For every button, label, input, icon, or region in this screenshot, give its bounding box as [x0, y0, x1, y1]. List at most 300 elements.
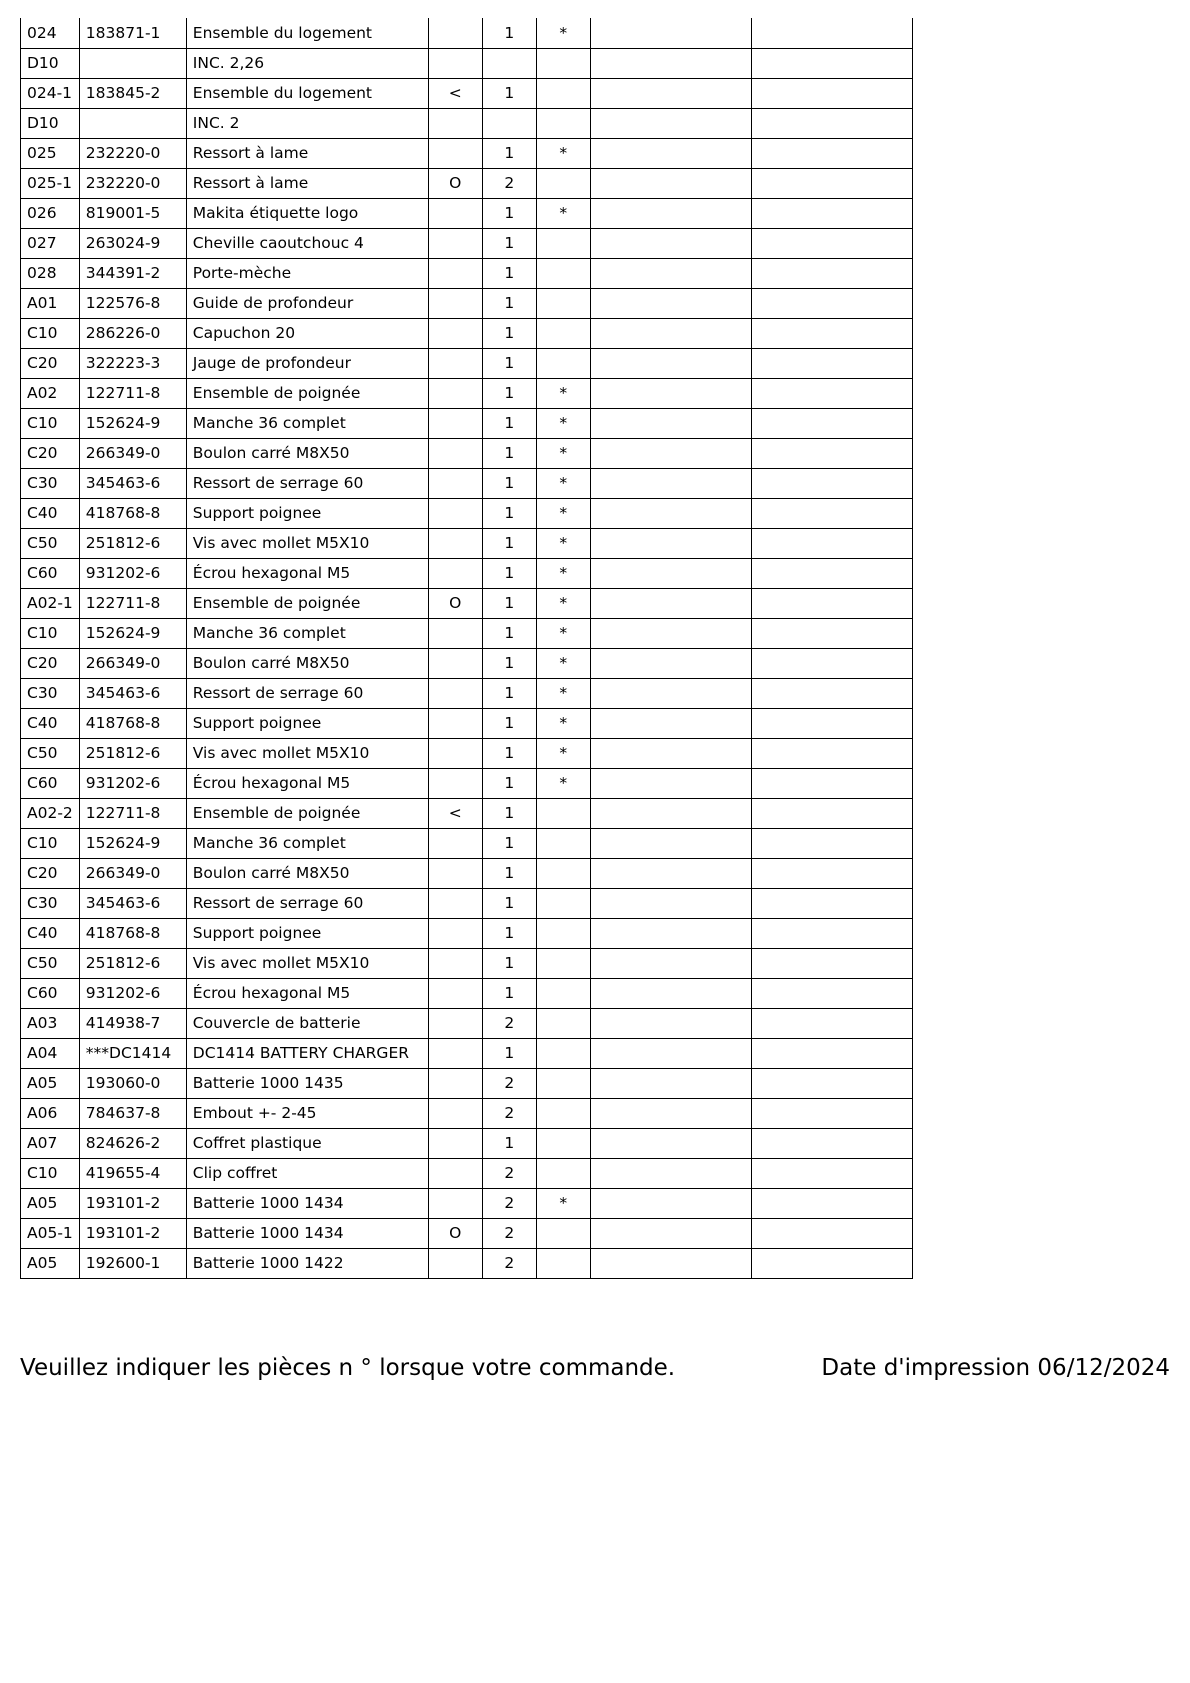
cell-quantity: 1	[482, 258, 536, 288]
cell-description: Ensemble du logement	[186, 78, 428, 108]
cell-quantity: 1	[482, 1128, 536, 1158]
cell-description: Embout +- 2-45	[186, 1098, 428, 1128]
cell-note-symbol	[428, 408, 482, 438]
cell-quantity: 2	[482, 1098, 536, 1128]
cell-marker	[536, 1158, 590, 1188]
cell-description: DC1414 BATTERY CHARGER	[186, 1038, 428, 1068]
cell-blank-a	[590, 408, 751, 438]
cell-marker: *	[536, 708, 590, 738]
table-row	[21, 468, 913, 498]
cell-blank-b	[751, 768, 912, 798]
cell-blank-a	[590, 1188, 751, 1218]
cell-blank-b	[751, 558, 912, 588]
cell-note-symbol	[428, 678, 482, 708]
cell-part-no: 232220-0	[79, 138, 186, 168]
cell-part-no: 193101-2	[79, 1188, 186, 1218]
cell-blank-b	[751, 888, 912, 918]
cell-description: Vis avec mollet M5X10	[186, 528, 428, 558]
cell-description: Porte-mèche	[186, 258, 428, 288]
cell-marker	[536, 258, 590, 288]
table-row	[21, 1008, 913, 1038]
cell-description: INC. 2,26	[186, 48, 428, 78]
cell-note-symbol: O	[428, 168, 482, 198]
cell-quantity: 1	[482, 378, 536, 408]
cell-description: Boulon carré M8X50	[186, 648, 428, 678]
cell-blank-b	[751, 468, 912, 498]
cell-quantity: 1	[482, 138, 536, 168]
cell-description: Boulon carré M8X50	[186, 858, 428, 888]
cell-ref-no: C20	[21, 858, 80, 888]
cell-part-no: 152624-9	[79, 408, 186, 438]
cell-blank-a	[590, 138, 751, 168]
table-row	[21, 768, 913, 798]
cell-note-symbol	[428, 528, 482, 558]
table-row	[21, 1188, 913, 1218]
cell-part-no: 193101-2	[79, 1218, 186, 1248]
table-row	[21, 1248, 913, 1278]
cell-part-no: 344391-2	[79, 258, 186, 288]
table-row	[21, 798, 913, 828]
table-row	[21, 528, 913, 558]
table-row	[21, 978, 913, 1008]
cell-note-symbol: <	[428, 798, 482, 828]
cell-marker: *	[536, 138, 590, 168]
cell-blank-a	[590, 558, 751, 588]
cell-description: Cheville caoutchouc 4	[186, 228, 428, 258]
cell-quantity: 1	[482, 978, 536, 1008]
cell-description: Ensemble du logement	[186, 18, 428, 48]
table-row	[21, 888, 913, 918]
cell-marker	[536, 48, 590, 78]
cell-blank-b	[751, 198, 912, 228]
cell-blank-a	[590, 108, 751, 138]
cell-part-no: 345463-6	[79, 468, 186, 498]
cell-part-no: 122576-8	[79, 288, 186, 318]
cell-part-no: 263024-9	[79, 228, 186, 258]
cell-description: Boulon carré M8X50	[186, 438, 428, 468]
cell-quantity: 1	[482, 798, 536, 828]
cell-blank-a	[590, 858, 751, 888]
table-row	[21, 168, 913, 198]
cell-marker: *	[536, 768, 590, 798]
cell-note-symbol	[428, 828, 482, 858]
cell-blank-b	[751, 798, 912, 828]
cell-note-symbol: O	[428, 1218, 482, 1248]
cell-note-symbol	[428, 1158, 482, 1188]
cell-note-symbol	[428, 948, 482, 978]
cell-part-no: 418768-8	[79, 708, 186, 738]
cell-blank-b	[751, 1248, 912, 1278]
cell-part-no: 819001-5	[79, 198, 186, 228]
cell-part-no: 824626-2	[79, 1128, 186, 1158]
table-row	[21, 438, 913, 468]
cell-blank-b	[751, 978, 912, 1008]
table-row	[21, 648, 913, 678]
cell-blank-b	[751, 108, 912, 138]
cell-quantity: 1	[482, 408, 536, 438]
cell-description: Écrou hexagonal M5	[186, 768, 428, 798]
cell-marker: *	[536, 498, 590, 528]
cell-blank-a	[590, 888, 751, 918]
cell-quantity: 1	[482, 858, 536, 888]
cell-blank-a	[590, 528, 751, 558]
cell-blank-a	[590, 1038, 751, 1068]
cell-marker	[536, 1248, 590, 1278]
cell-blank-b	[751, 348, 912, 378]
cell-ref-no: A05	[21, 1248, 80, 1278]
cell-description: Vis avec mollet M5X10	[186, 738, 428, 768]
table-row	[21, 198, 913, 228]
cell-quantity: 1	[482, 348, 536, 378]
cell-note-symbol	[428, 918, 482, 948]
cell-blank-a	[590, 1158, 751, 1188]
cell-blank-b	[751, 378, 912, 408]
cell-marker: *	[536, 678, 590, 708]
cell-blank-b	[751, 258, 912, 288]
cell-blank-b	[751, 1218, 912, 1248]
cell-blank-b	[751, 1098, 912, 1128]
cell-marker: *	[536, 528, 590, 558]
cell-marker	[536, 78, 590, 108]
cell-quantity: 2	[482, 1218, 536, 1248]
cell-ref-no: C10	[21, 408, 80, 438]
cell-ref-no: C20	[21, 438, 80, 468]
cell-blank-a	[590, 678, 751, 708]
cell-blank-a	[590, 1218, 751, 1248]
cell-quantity: 1	[482, 498, 536, 528]
cell-note-symbol	[428, 1248, 482, 1278]
table-row	[21, 408, 913, 438]
cell-part-no	[79, 108, 186, 138]
cell-ref-no: 025-1	[21, 168, 80, 198]
cell-quantity: 1	[482, 18, 536, 48]
cell-ref-no: 024-1	[21, 78, 80, 108]
cell-ref-no: A05-1	[21, 1218, 80, 1248]
cell-quantity: 2	[482, 1068, 536, 1098]
cell-description: Ressort de serrage 60	[186, 888, 428, 918]
cell-note-symbol	[428, 1008, 482, 1038]
cell-ref-no: C10	[21, 828, 80, 858]
cell-part-no: 931202-6	[79, 558, 186, 588]
cell-part-no: 152624-9	[79, 618, 186, 648]
cell-note-symbol	[428, 1068, 482, 1098]
cell-blank-b	[751, 678, 912, 708]
cell-ref-no: A02-2	[21, 798, 80, 828]
cell-description: Support poignee	[186, 708, 428, 738]
cell-marker: *	[536, 588, 590, 618]
cell-blank-b	[751, 228, 912, 258]
cell-description: Makita étiquette logo	[186, 198, 428, 228]
cell-quantity: 1	[482, 318, 536, 348]
cell-quantity: 2	[482, 1158, 536, 1188]
cell-quantity: 1	[482, 288, 536, 318]
cell-blank-b	[751, 288, 912, 318]
cell-marker	[536, 348, 590, 378]
cell-quantity: 1	[482, 768, 536, 798]
cell-blank-a	[590, 48, 751, 78]
cell-ref-no: C40	[21, 498, 80, 528]
cell-blank-a	[590, 18, 751, 48]
cell-description: Ressort de serrage 60	[186, 678, 428, 708]
cell-description: Écrou hexagonal M5	[186, 558, 428, 588]
cell-blank-b	[751, 648, 912, 678]
cell-quantity: 1	[482, 468, 536, 498]
cell-description: Ressort à lame	[186, 168, 428, 198]
cell-ref-no: A01	[21, 288, 80, 318]
cell-marker	[536, 228, 590, 258]
cell-blank-a	[590, 1098, 751, 1128]
cell-blank-b	[751, 1068, 912, 1098]
table-row	[21, 348, 913, 378]
cell-blank-b	[751, 708, 912, 738]
table-row	[21, 708, 913, 738]
table-row	[21, 108, 913, 138]
cell-description: Vis avec mollet M5X10	[186, 948, 428, 978]
cell-marker	[536, 318, 590, 348]
cell-part-no: 266349-0	[79, 438, 186, 468]
cell-note-symbol	[428, 498, 482, 528]
cell-blank-b	[751, 858, 912, 888]
cell-ref-no: C30	[21, 468, 80, 498]
cell-blank-a	[590, 318, 751, 348]
table-row	[21, 18, 913, 48]
cell-note-symbol	[428, 738, 482, 768]
cell-blank-a	[590, 438, 751, 468]
cell-blank-b	[751, 78, 912, 108]
cell-part-no: 931202-6	[79, 978, 186, 1008]
cell-description: Écrou hexagonal M5	[186, 978, 428, 1008]
cell-ref-no: C20	[21, 348, 80, 378]
cell-ref-no: C60	[21, 978, 80, 1008]
cell-blank-b	[751, 408, 912, 438]
cell-blank-a	[590, 1128, 751, 1158]
cell-quantity: 1	[482, 618, 536, 648]
cell-blank-a	[590, 738, 751, 768]
cell-marker: *	[536, 618, 590, 648]
cell-quantity: 1	[482, 228, 536, 258]
cell-ref-no: A02-1	[21, 588, 80, 618]
cell-blank-b	[751, 438, 912, 468]
cell-ref-no: C30	[21, 888, 80, 918]
cell-part-no: 266349-0	[79, 858, 186, 888]
cell-blank-b	[751, 138, 912, 168]
cell-blank-a	[590, 918, 751, 948]
cell-ref-no: A04	[21, 1038, 80, 1068]
cell-note-symbol	[428, 138, 482, 168]
cell-marker: *	[536, 648, 590, 678]
cell-blank-b	[751, 1158, 912, 1188]
cell-part-no: ***DC1414	[79, 1038, 186, 1068]
cell-marker: *	[536, 1188, 590, 1218]
cell-blank-b	[751, 18, 912, 48]
cell-marker: *	[536, 468, 590, 498]
cell-part-no: 183871-1	[79, 18, 186, 48]
cell-note-symbol	[428, 708, 482, 738]
cell-ref-no: C10	[21, 1158, 80, 1188]
cell-description: Guide de profondeur	[186, 288, 428, 318]
table-row	[21, 498, 913, 528]
cell-blank-a	[590, 618, 751, 648]
cell-marker	[536, 858, 590, 888]
cell-quantity: 1	[482, 528, 536, 558]
cell-part-no: 251812-6	[79, 948, 186, 978]
cell-note-symbol	[428, 558, 482, 588]
cell-note-symbol	[428, 228, 482, 258]
cell-marker	[536, 288, 590, 318]
cell-ref-no: A06	[21, 1098, 80, 1128]
cell-blank-b	[751, 318, 912, 348]
cell-quantity: 1	[482, 558, 536, 588]
cell-marker: *	[536, 18, 590, 48]
cell-marker: *	[536, 408, 590, 438]
cell-note-symbol	[428, 768, 482, 798]
cell-description: Batterie 1000 1422	[186, 1248, 428, 1278]
cell-ref-no: 025	[21, 138, 80, 168]
cell-marker	[536, 1098, 590, 1128]
cell-ref-no: 024	[21, 18, 80, 48]
cell-note-symbol: O	[428, 588, 482, 618]
table-row	[21, 1098, 913, 1128]
cell-marker	[536, 1128, 590, 1158]
table-row	[21, 618, 913, 648]
cell-blank-b	[751, 48, 912, 78]
cell-blank-a	[590, 228, 751, 258]
cell-quantity: 1	[482, 888, 536, 918]
cell-marker: *	[536, 738, 590, 768]
cell-description: Coffret plastique	[186, 1128, 428, 1158]
cell-note-symbol	[428, 348, 482, 378]
cell-description: Capuchon 20	[186, 318, 428, 348]
table-row	[21, 78, 913, 108]
cell-description: Couvercle de batterie	[186, 1008, 428, 1038]
cell-blank-a	[590, 198, 751, 228]
cell-marker	[536, 798, 590, 828]
cell-description: INC. 2	[186, 108, 428, 138]
cell-note-symbol	[428, 288, 482, 318]
cell-note-symbol	[428, 618, 482, 648]
table-row	[21, 288, 913, 318]
cell-ref-no: A02	[21, 378, 80, 408]
cell-part-no: 122711-8	[79, 798, 186, 828]
cell-note-symbol	[428, 1188, 482, 1218]
cell-ref-no: C50	[21, 948, 80, 978]
cell-note-symbol	[428, 318, 482, 348]
cell-description: Batterie 1000 1435	[186, 1068, 428, 1098]
cell-description: Manche 36 complet	[186, 618, 428, 648]
cell-blank-b	[751, 168, 912, 198]
cell-ref-no: A07	[21, 1128, 80, 1158]
cell-note-symbol	[428, 1128, 482, 1158]
cell-marker	[536, 1038, 590, 1068]
table-row	[21, 378, 913, 408]
cell-note-symbol: <	[428, 78, 482, 108]
cell-description: Ressort à lame	[186, 138, 428, 168]
table-row	[21, 588, 913, 618]
cell-blank-a	[590, 168, 751, 198]
cell-description: Clip coffret	[186, 1158, 428, 1188]
cell-note-symbol	[428, 378, 482, 408]
cell-blank-a	[590, 1248, 751, 1278]
cell-note-symbol	[428, 468, 482, 498]
table-row	[21, 1038, 913, 1068]
cell-ref-no: A05	[21, 1068, 80, 1098]
cell-part-no: 192600-1	[79, 1248, 186, 1278]
cell-marker: *	[536, 378, 590, 408]
cell-note-symbol	[428, 978, 482, 1008]
cell-ref-no: C10	[21, 618, 80, 648]
cell-blank-b	[751, 1008, 912, 1038]
cell-marker	[536, 918, 590, 948]
cell-description: Jauge de profondeur	[186, 348, 428, 378]
cell-part-no: 152624-9	[79, 828, 186, 858]
cell-description: Batterie 1000 1434	[186, 1218, 428, 1248]
cell-part-no: 345463-6	[79, 678, 186, 708]
cell-description: Ensemble de poignée	[186, 588, 428, 618]
cell-ref-no: C60	[21, 558, 80, 588]
cell-description: Batterie 1000 1434	[186, 1188, 428, 1218]
cell-quantity: 1	[482, 678, 536, 708]
print-date: Date d'impression 06/12/2024	[821, 1355, 1170, 1381]
table-row	[21, 738, 913, 768]
cell-blank-b	[751, 498, 912, 528]
cell-description: Support poignee	[186, 918, 428, 948]
cell-marker	[536, 978, 590, 1008]
cell-note-symbol	[428, 18, 482, 48]
cell-ref-no: C10	[21, 318, 80, 348]
cell-quantity: 2	[482, 1188, 536, 1218]
table-row	[21, 858, 913, 888]
cell-part-no: 345463-6	[79, 888, 186, 918]
cell-marker	[536, 1218, 590, 1248]
cell-description: Ressort de serrage 60	[186, 468, 428, 498]
cell-blank-a	[590, 258, 751, 288]
cell-blank-b	[751, 588, 912, 618]
cell-blank-a	[590, 288, 751, 318]
table-row	[21, 1218, 913, 1248]
cell-marker	[536, 948, 590, 978]
cell-part-no: 418768-8	[79, 918, 186, 948]
cell-blank-a	[590, 1008, 751, 1038]
cell-marker: *	[536, 438, 590, 468]
cell-blank-b	[751, 1128, 912, 1158]
cell-blank-b	[751, 948, 912, 978]
cell-part-no: 784637-8	[79, 1098, 186, 1128]
cell-note-symbol	[428, 648, 482, 678]
cell-blank-a	[590, 78, 751, 108]
cell-quantity: 1	[482, 948, 536, 978]
cell-ref-no: A05	[21, 1188, 80, 1218]
cell-marker	[536, 888, 590, 918]
cell-marker	[536, 168, 590, 198]
table-row	[21, 48, 913, 78]
cell-blank-b	[751, 738, 912, 768]
cell-ref-no: 028	[21, 258, 80, 288]
table-row	[21, 318, 913, 348]
cell-part-no: 232220-0	[79, 168, 186, 198]
cell-quantity: 1	[482, 78, 536, 108]
cell-ref-no: D10	[21, 48, 80, 78]
cell-part-no: 414938-7	[79, 1008, 186, 1038]
cell-quantity: 1	[482, 438, 536, 468]
table-row	[21, 1128, 913, 1158]
cell-marker	[536, 828, 590, 858]
cell-blank-b	[751, 918, 912, 948]
cell-blank-b	[751, 618, 912, 648]
cell-part-no: 251812-6	[79, 738, 186, 768]
table-row	[21, 138, 913, 168]
cell-note-symbol	[428, 1098, 482, 1128]
cell-ref-no: C40	[21, 708, 80, 738]
